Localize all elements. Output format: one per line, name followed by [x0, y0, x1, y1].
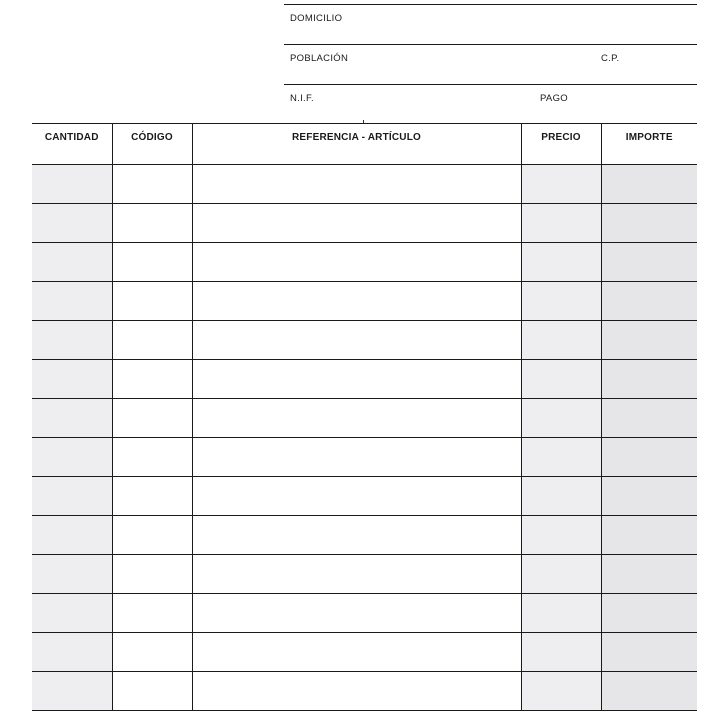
- cantidad-cell[interactable]: [32, 281, 112, 320]
- table-row: [32, 164, 697, 203]
- cantidad-cell[interactable]: [32, 632, 112, 671]
- nif-label: N.I.F.: [290, 93, 314, 104]
- importe-cell[interactable]: [601, 554, 697, 593]
- table-row: [32, 281, 697, 320]
- codigo-cell[interactable]: [112, 359, 192, 398]
- cantidad-cell[interactable]: [32, 593, 112, 632]
- precio-cell[interactable]: [521, 437, 601, 476]
- precio-cell[interactable]: [521, 281, 601, 320]
- cantidad-cell[interactable]: [32, 203, 112, 242]
- referencia-cell[interactable]: [192, 476, 521, 515]
- referencia-cell[interactable]: [192, 671, 521, 710]
- precio-cell[interactable]: [521, 359, 601, 398]
- table-body: [32, 164, 697, 710]
- precio-cell[interactable]: [521, 242, 601, 281]
- table-row: [32, 593, 697, 632]
- table-row: [32, 554, 697, 593]
- column-header-referencia: REFERENCIA - ARTÍCULO: [192, 124, 521, 164]
- referencia-cell[interactable]: [192, 203, 521, 242]
- cantidad-cell[interactable]: [32, 437, 112, 476]
- precio-cell[interactable]: [521, 320, 601, 359]
- importe-cell[interactable]: [601, 281, 697, 320]
- cantidad-cell[interactable]: [32, 359, 112, 398]
- codigo-cell[interactable]: [112, 320, 192, 359]
- referencia-cell[interactable]: [192, 554, 521, 593]
- pago-label: PAGO: [540, 93, 568, 104]
- precio-cell[interactable]: [521, 593, 601, 632]
- top-border-line: [284, 4, 697, 5]
- cantidad-cell[interactable]: [32, 515, 112, 554]
- precio-cell[interactable]: [521, 164, 601, 203]
- importe-cell[interactable]: [601, 515, 697, 554]
- table-row: [32, 320, 697, 359]
- referencia-cell[interactable]: [192, 164, 521, 203]
- column-header-cantidad: CANTIDAD: [32, 124, 112, 164]
- table-row: [32, 671, 697, 710]
- referencia-cell[interactable]: [192, 281, 521, 320]
- cantidad-cell[interactable]: [32, 320, 112, 359]
- precio-cell[interactable]: [521, 554, 601, 593]
- referencia-cell[interactable]: [192, 437, 521, 476]
- cp-label: C.P.: [601, 53, 620, 64]
- referencia-cell[interactable]: [192, 320, 521, 359]
- importe-cell[interactable]: [601, 437, 697, 476]
- table-row: [32, 242, 697, 281]
- codigo-cell[interactable]: [112, 437, 192, 476]
- referencia-cell[interactable]: [192, 242, 521, 281]
- codigo-cell[interactable]: [112, 242, 192, 281]
- table-row: [32, 398, 697, 437]
- codigo-cell[interactable]: [112, 164, 192, 203]
- precio-cell[interactable]: [521, 398, 601, 437]
- importe-cell[interactable]: [601, 632, 697, 671]
- precio-cell[interactable]: [521, 476, 601, 515]
- cantidad-cell[interactable]: [32, 554, 112, 593]
- precio-cell[interactable]: [521, 671, 601, 710]
- column-header-importe: IMPORTE: [601, 124, 697, 164]
- importe-cell[interactable]: [601, 164, 697, 203]
- referencia-cell[interactable]: [192, 359, 521, 398]
- referencia-cell[interactable]: [192, 632, 521, 671]
- importe-cell[interactable]: [601, 320, 697, 359]
- cantidad-cell[interactable]: [32, 164, 112, 203]
- cantidad-cell[interactable]: [32, 398, 112, 437]
- cantidad-cell[interactable]: [32, 671, 112, 710]
- precio-cell[interactable]: [521, 632, 601, 671]
- table-header-row: [32, 124, 697, 164]
- table-row: [32, 632, 697, 671]
- importe-cell[interactable]: [601, 203, 697, 242]
- items-table: [32, 123, 697, 711]
- domicilio-field-line: [284, 44, 697, 45]
- codigo-cell[interactable]: [112, 398, 192, 437]
- referencia-cell[interactable]: [192, 515, 521, 554]
- codigo-cell[interactable]: [112, 632, 192, 671]
- table-row: [32, 437, 697, 476]
- importe-cell[interactable]: [601, 476, 697, 515]
- referencia-cell[interactable]: [192, 593, 521, 632]
- column-header-precio: PRECIO: [521, 124, 601, 164]
- cantidad-cell[interactable]: [32, 476, 112, 515]
- codigo-cell[interactable]: [112, 281, 192, 320]
- precio-cell[interactable]: [521, 515, 601, 554]
- importe-cell[interactable]: [601, 671, 697, 710]
- importe-cell[interactable]: [601, 593, 697, 632]
- poblacion-field-line: [284, 84, 697, 85]
- codigo-cell[interactable]: [112, 515, 192, 554]
- table-row: [32, 203, 697, 242]
- referencia-cell[interactable]: [192, 398, 521, 437]
- codigo-cell[interactable]: [112, 593, 192, 632]
- precio-cell[interactable]: [521, 203, 601, 242]
- cantidad-cell[interactable]: [32, 242, 112, 281]
- table-row: [32, 515, 697, 554]
- column-header-codigo: CÓDIGO: [112, 124, 192, 164]
- codigo-cell[interactable]: [112, 671, 192, 710]
- codigo-cell[interactable]: [112, 554, 192, 593]
- domicilio-label: DOMICILIO: [290, 13, 343, 24]
- codigo-cell[interactable]: [112, 476, 192, 515]
- importe-cell[interactable]: [601, 398, 697, 437]
- poblacion-label: POBLACIÓN: [290, 53, 349, 64]
- codigo-cell[interactable]: [112, 203, 192, 242]
- importe-cell[interactable]: [601, 242, 697, 281]
- table-row: [32, 359, 697, 398]
- importe-cell[interactable]: [601, 359, 697, 398]
- table-row: [32, 476, 697, 515]
